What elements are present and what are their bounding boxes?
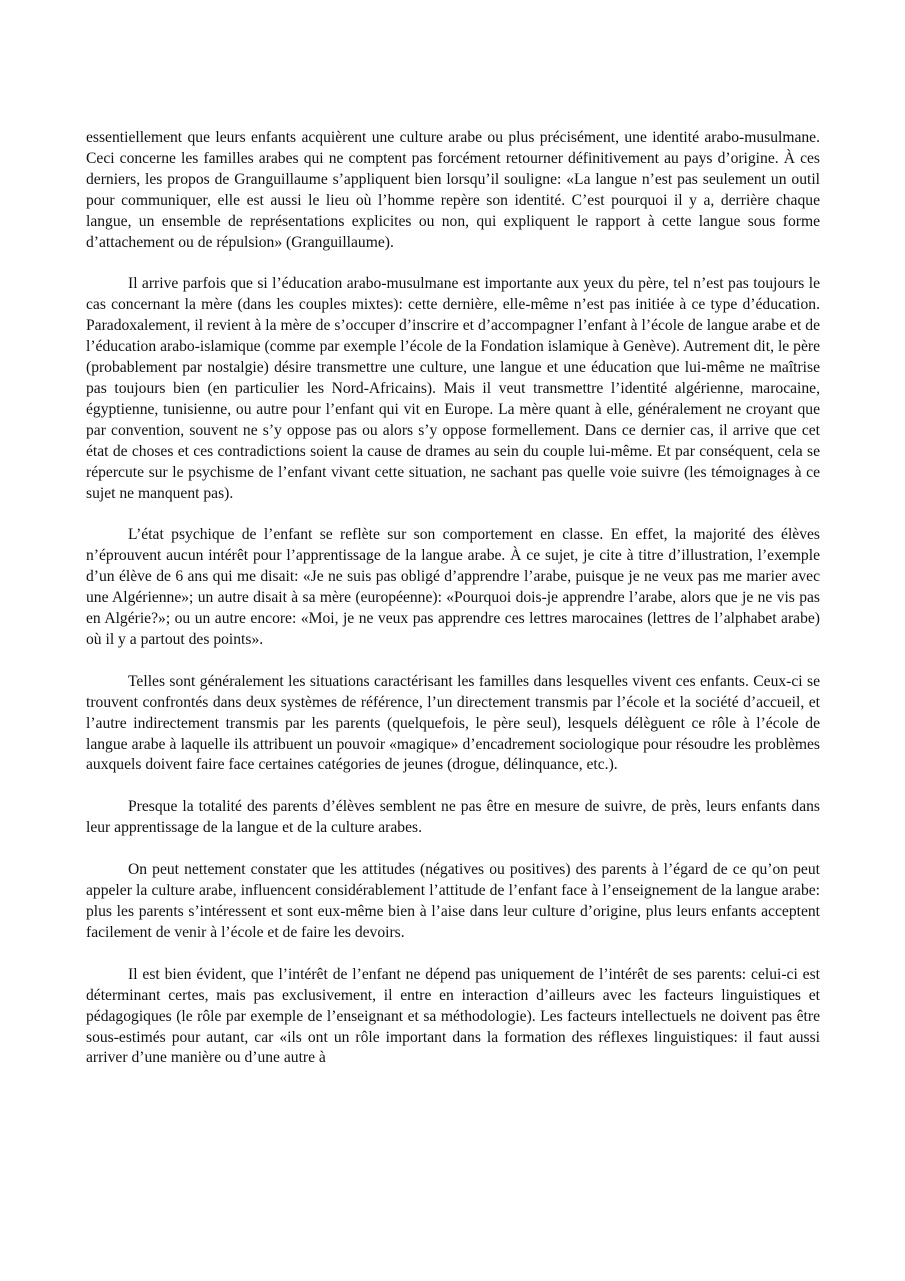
body-text — [86, 128, 820, 1069]
paragraph-family-situations: Telles sont généralement les situations caractérisant les familles dans lesquelles vivent ces enfants. Ceux-ci se trouvent confrontés dans deux systèmes de référence, l’un directement transmis par l’école et la société d’accueil, et l’autre indirectement transmis par les parents (quelquefois, le père seul), lesquels délèguent ce rôle à l’école de langue arabe à laquelle ils attribuent un pouvoir «magique» d’encadrement sociologique pour résoudre les problèmes auxquels doivent faire face certaines catégories de jeunes (drogue, délinquance, etc.). — [86, 672, 820, 774]
paragraph-parents-follow-up: Presque la totalité des parents d’élèves semblent ne pas être en mesure de suivre, de près, leurs enfants dans leur apprentissage de la langue et de la culture arabes. — [86, 798, 820, 837]
paragraph-parents-attitudes: On peut nettement constater que les attitudes (négatives ou positives) des parents à l’égard de ce qu’on peut appeler la culture arabe, influencent considérablement l’attitude de l’enfant face à l’enseignement de la langue arabe: plus les parents s’intéressent et sont eux-même bien à l’aise dans leur culture d’origine, plus leurs enfants acceptent facilement de venir à l’école et de faire les devoirs. — [86, 861, 820, 941]
paragraph-continuation: essentiellement que leurs enfants acquièrent une culture arabe ou plus précisément, une identité arabo-musulmane. Ceci concerne les familles arabes qui ne comptent pas forcément retourner définitivement au pays d’origine. À ces derniers, les propos de Granguillaume s’appliquent bien lorsqu’il souligne: «La langue n’est pas seulement un outil pour communiquer, elle est aussi le lieu où l’homme repère son identité. C’est pourquoi il y a, derrière chaque langue, un ensemble de représentations explicites ou non, qui expliquent le rapport à cette langue sous forme d’attachement ou de répulsion» (Granguillaume). — [86, 129, 820, 251]
paragraph-child-interest: Il est bien évident, que l’intérêt de l’enfant ne dépend pas uniquement de l’intérêt de ses parents: celui-ci est déterminant certes, mais pas exclusivement, il entre en interaction d’ailleurs avec les facteurs linguistiques et pédagogiques (le rôle par exemple de l’enseignant et sa méthodologie). Les facteurs intellectuels ne doivent pas être sous-estimés pour autant, car «ils ont un rôle important dans la formation des réflexes linguistiques: il faut aussi arriver d’une manière ou d’une autre à — [86, 965, 820, 1067]
paragraph-parents-mixed-couples: Il arrive parfois que si l’éducation arabo-musulmane est importante aux yeux du père, tel n’est pas toujours le cas concernant la mère (dans les couples mixtes): cette dernière, elle-même n’est pas initiée à ce type d’éducation. Paradoxalement, il revient à la mère de s’occuper d’inscrire et d’accompagner l’enfant à l’école de langue arabe et de l’éducation arabo-islamique (comme par exemple l’école de la Fondation islamique à Genève). Autrement dit, le père (probablement par nostalgie) désire transmettre une culture, une langue et une éducation que lui-même ne maîtrise pas toujours bien (en particulier les Nord-Africains). Mais il veut transmettre l’identité algérienne, marocaine, égyptienne, tunisienne, ou autre pour l’enfant qui vit en Europe. La mère quant à elle, généralement ne croyant que par convention, souvent ne s’y oppose pas ou alors s’y oppose formellement. Dans ce dernier cas, il arrive que cet état de choses et ces contradictions soient la cause de drames au sein du couple lui-même. Et par conséquent, cela se répercute sur le psychisme de l’enfant vivant cette situation, ne sachant pas quelle voie suivre (les témoignages à ce sujet ne manquent pas). — [86, 275, 820, 502]
paragraph-child-psychology: L’état psychique de l’enfant se reflète sur son comportement en classe. En effet, la majorité des élèves n’éprouvent aucun intérêt pour l’apprentissage de la langue arabe. À ce sujet, je cite à titre d’illustration, l’exemple d’un élève de 6 ans qui me disait: «Je ne suis pas obligé d’apprendre l’arabe, puisque je ne veux pas me marier avec une Algérienne»; un autre disait à sa mère (européenne): «Pourquoi dois-je apprendre l’arabe, alors que je ne vis pas en Algérie?»; ou un autre encore: «Moi, je ne veux pas apprendre ces lettres marocaines (lettres de l’alphabet arabe) où il y a partout des points». — [86, 526, 820, 648]
